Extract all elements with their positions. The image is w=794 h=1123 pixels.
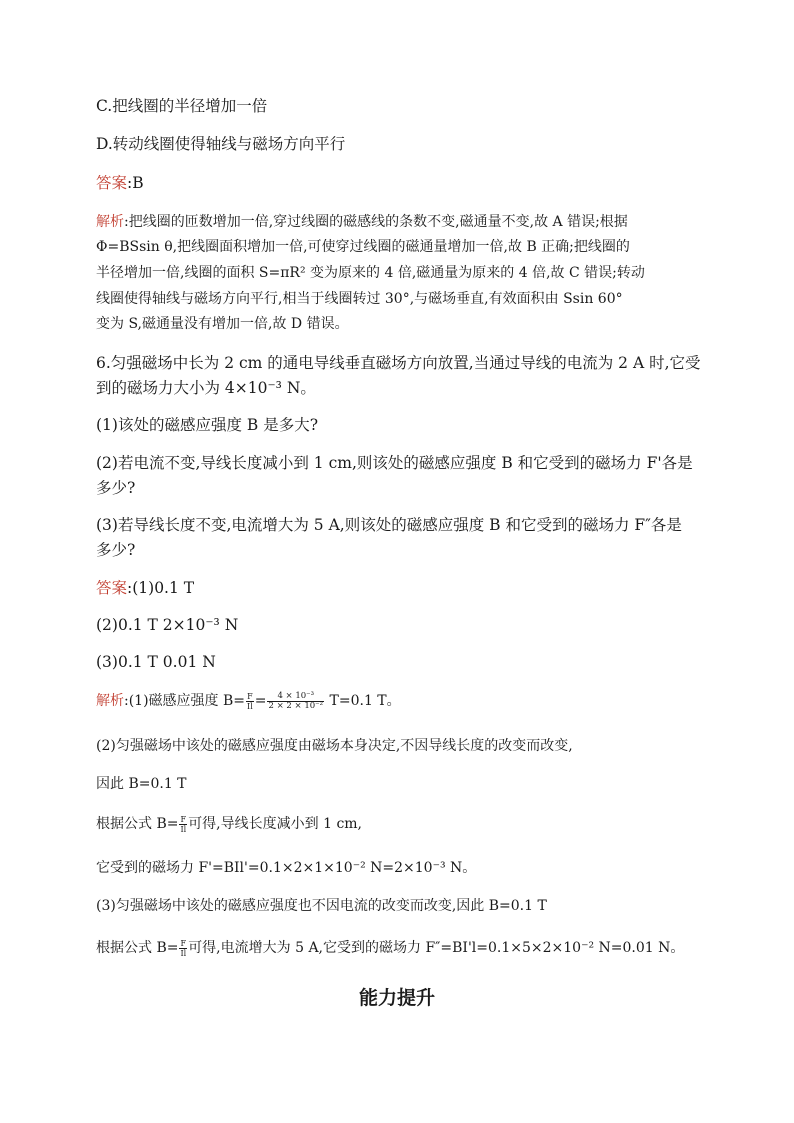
fraction-numerator: F xyxy=(247,691,253,701)
answer-value: :B xyxy=(127,174,144,192)
q6-explanation-line-5: 它受到的磁场力 F'=BIl'=0.1×2×1×10⁻² N=2×10⁻³ N。 xyxy=(96,860,477,876)
fraction-numerator: F xyxy=(180,814,187,824)
q5-explanation-line-3: 半径增加一倍,线圈的面积 S=πR² 变为原来的 4 倍,磁通量为原来的 4 倍,故 C 错误;转动 xyxy=(96,265,645,281)
q6-explanation-line-4 xyxy=(96,814,362,834)
q6-sub-question-3-line-1: (3)若导线长度不变,电流增大为 5 A,则该处的磁感应强度 B 和它受到的磁场力 F″各是 xyxy=(96,516,682,534)
fraction-values xyxy=(267,692,324,711)
q6-explanation-line-6: (3)匀强磁场中该处的磁感应强度也不因电流的改变而改变,因此 B=0.1 T xyxy=(96,898,547,914)
fraction-denominator: Il xyxy=(180,948,187,958)
q6-explanation-line-3: 因此 B=0.1 T xyxy=(96,776,187,792)
fraction-numerator: F xyxy=(180,938,187,948)
q6-explanation-line-1 xyxy=(96,691,401,711)
q5-answer xyxy=(96,173,144,193)
q5-explanation-line-2: Φ=BSsin θ,把线圈面积增加一倍,可使穿过线圈的磁通量增加一倍,故 B 正确;把线圈的 xyxy=(96,239,630,255)
explanation-label: 解析 xyxy=(96,693,124,709)
q5-explanation-line-4: 线圈使得轴线与磁场方向平行,相当于线圈转过 30°,与磁场垂直,有效面积由 Ssin 60° xyxy=(96,291,623,307)
explanation-result: T=0.1 T。 xyxy=(325,693,401,709)
q6-answer-3: (3)0.1 T 0.01 N xyxy=(96,653,216,671)
q6-answer-1 xyxy=(96,578,194,598)
q6-sub-question-2-line-1: (2)若电流不变,导线长度减小到 1 cm,则该处的磁感应强度 B 和它受到的磁场力 F'各是 xyxy=(96,454,693,472)
q6-answer-2: (2)0.1 T 2×10⁻³ N xyxy=(96,616,239,634)
fraction-denominator: Il xyxy=(180,824,187,834)
fraction-numerator: 4 × 10⁻³ xyxy=(267,692,324,702)
q5-explanation-line-5: 变为 S,磁通量没有增加一倍,故 D 错误。 xyxy=(96,316,349,332)
fraction-f-over-il xyxy=(179,815,187,834)
explanation-text: :(1)磁感应强度 B= xyxy=(124,693,246,709)
section-heading: 能力提升 xyxy=(358,987,435,1009)
answer-label: 答案 xyxy=(96,174,128,192)
answer-label: 答案 xyxy=(96,579,128,597)
option-d: D.转动线圈使得轴线与磁场方向平行 xyxy=(96,135,346,153)
formula-suffix: 可得,电流增大为 5 A,它受到的磁场力 F″=BI'l=0.1×5×2×10⁻² N=0.01 N。 xyxy=(188,940,685,956)
formula-suffix: 可得,导线长度减小到 1 cm, xyxy=(188,816,363,832)
fraction-denominator: Il xyxy=(247,701,253,711)
explanation-label: 解析 xyxy=(96,214,124,230)
option-c: C.把线圈的半径增加一倍 xyxy=(96,97,268,115)
fraction-f-over-il xyxy=(179,939,187,958)
q6-sub-question-2-line-2: 多少? xyxy=(96,479,136,497)
fraction-denominator: 2 × 2 × 10⁻² xyxy=(268,700,324,711)
q6-stem-line-2: 到的磁场力大小为 4×10⁻³ N。 xyxy=(96,379,316,397)
formula-prefix: 根据公式 B= xyxy=(96,816,179,832)
q6-sub-question-1: (1)该处的磁感应强度 B 是多大? xyxy=(96,416,319,434)
formula-prefix: 根据公式 B= xyxy=(96,940,179,956)
fraction-f-over-il xyxy=(246,692,254,711)
equals-sign: = xyxy=(254,693,267,709)
q6-stem-text: 6.匀强磁场中长为 2 cm 的通电导线垂直磁场方向放置,当通过导线的电流为 2 A 时,它受 xyxy=(96,354,701,372)
q6-explanation-line-7 xyxy=(96,938,684,958)
q5-explanation-line-1 xyxy=(96,212,628,232)
explanation-text: :把线圈的匝数增加一倍,穿过线圈的磁感线的条数不变,磁通量不变,故 A 错误;根据 xyxy=(124,214,628,230)
q6-stem-line-1 xyxy=(96,353,701,373)
q6-sub-question-3-line-2: 多少? xyxy=(96,541,136,559)
answer-value: :(1)0.1 T xyxy=(127,579,195,597)
q6-explanation-line-2: (2)匀强磁场中该处的磁感应强度由磁场本身决定,不因导线长度的改变而改变, xyxy=(96,738,573,754)
